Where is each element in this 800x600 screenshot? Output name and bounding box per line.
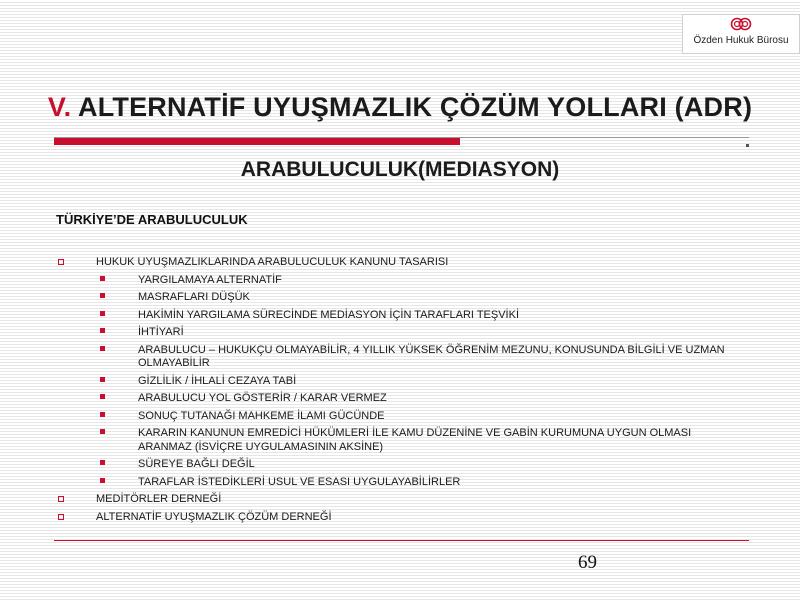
title-text: ALTERNATİF UYUŞMAZLIK ÇÖZÜM YOLLARI (ADR) bbox=[78, 92, 753, 122]
solid-square-bullet-icon bbox=[98, 274, 138, 287]
solid-square-bullet-icon bbox=[98, 427, 138, 440]
sub-list-item bbox=[56, 476, 736, 490]
hollow-square-bullet-icon bbox=[56, 256, 96, 269]
list-item-text: ARABULUCU – HUKUKÇU OLMAYABİLİR, 4 YILLIK YÜKSEK ÖĞRENİM MEZUNU, KONUSUNDA BİLGİLİ VE UZMAN OLMAYABİLİR bbox=[138, 343, 725, 369]
list-item-text: MEDİTÖRLER DERNEĞİ bbox=[96, 493, 222, 505]
sub-list-item bbox=[56, 427, 736, 454]
sub-list-item bbox=[56, 458, 736, 472]
list-item bbox=[56, 511, 736, 525]
list-item-text: GİZLİLİK / İHLALİ CEZAYA TABİ bbox=[138, 374, 297, 387]
solid-square-bullet-icon bbox=[98, 291, 138, 304]
logo-text: Özden Hukuk Bürosu bbox=[693, 35, 789, 46]
list-item-text: İHTİYARİ bbox=[138, 326, 184, 338]
hollow-square-bullet-icon bbox=[56, 493, 96, 506]
section-heading: TÜRKİYE’DE ARABULUCULUK bbox=[56, 212, 248, 227]
list-item-text: ARABULUCU YOL GÖSTERİR / KARAR VERMEZ bbox=[138, 392, 387, 404]
solid-square-bullet-icon bbox=[98, 476, 138, 489]
list-item-text: KARARIN KANUNUN EMREDİCİ HÜKÜMLERİ İLE KAMU DÜZENİNE VE GABİN KURUMUNA UYGUN OLMASI ARANMAZ (İSVİÇRE UYGULAMASININ AKSİNE) bbox=[138, 427, 692, 453]
title-number: V. bbox=[47, 92, 72, 122]
list-item-text: HUKUK UYUŞMAZLIKLARINDA ARABULUCULUK KANUNU TASARISI bbox=[96, 256, 449, 268]
list-item-text: HAKİMİN YARGILAMA SÜRECİNDE MEDİASYON İÇİN TARAFLARI TEŞVİKİ bbox=[138, 308, 520, 321]
footer-divider-line bbox=[54, 540, 749, 541]
list-item-text: TARAFLAR İSTEDİKLERİ USUL VE ESASI UYGULAYABİLİRLER bbox=[138, 475, 461, 488]
double-ring-logo-icon bbox=[730, 17, 752, 31]
list-item-text: MASRAFLARI DÜŞÜK bbox=[138, 291, 250, 303]
sub-list-item bbox=[56, 344, 736, 371]
sub-list-item bbox=[56, 309, 736, 323]
list-item bbox=[56, 256, 736, 270]
list-item-text: SONUÇ TUTANAĞI MAHKEME İLAMI GÜCÜNDE bbox=[138, 409, 385, 422]
sub-list-item bbox=[56, 410, 736, 424]
solid-square-bullet-icon bbox=[98, 458, 138, 471]
list-item bbox=[56, 493, 736, 507]
solid-square-bullet-icon bbox=[98, 410, 138, 423]
solid-square-bullet-icon bbox=[98, 392, 138, 405]
sub-list-item bbox=[56, 326, 736, 340]
solid-square-bullet-icon bbox=[98, 375, 138, 388]
list-item-text: SÜREYE BAĞLI DEĞİL bbox=[138, 458, 255, 470]
divider-end-dot bbox=[746, 144, 749, 147]
page-number: 69 bbox=[578, 552, 597, 573]
solid-square-bullet-icon bbox=[98, 344, 138, 357]
bullet-list bbox=[56, 256, 736, 528]
firm-logo bbox=[682, 14, 800, 54]
sub-list-item bbox=[56, 392, 736, 406]
list-item-text: YARGILAMAYA ALTERNATİF bbox=[138, 273, 282, 286]
slide-subtitle: ARABULUCULUK(MEDIASYON) bbox=[240, 158, 560, 181]
sub-list-item bbox=[56, 291, 736, 305]
solid-square-bullet-icon bbox=[98, 309, 138, 322]
title-accent-bar bbox=[54, 138, 460, 145]
solid-square-bullet-icon bbox=[98, 326, 138, 339]
hollow-square-bullet-icon bbox=[56, 511, 96, 524]
sub-list-item bbox=[56, 274, 736, 288]
list-item-text: ALTERNATİF UYUŞMAZLIK ÇÖZÜM DERNEĞİ bbox=[96, 510, 332, 523]
slide-title bbox=[0, 92, 800, 123]
sub-list-item bbox=[56, 375, 736, 389]
